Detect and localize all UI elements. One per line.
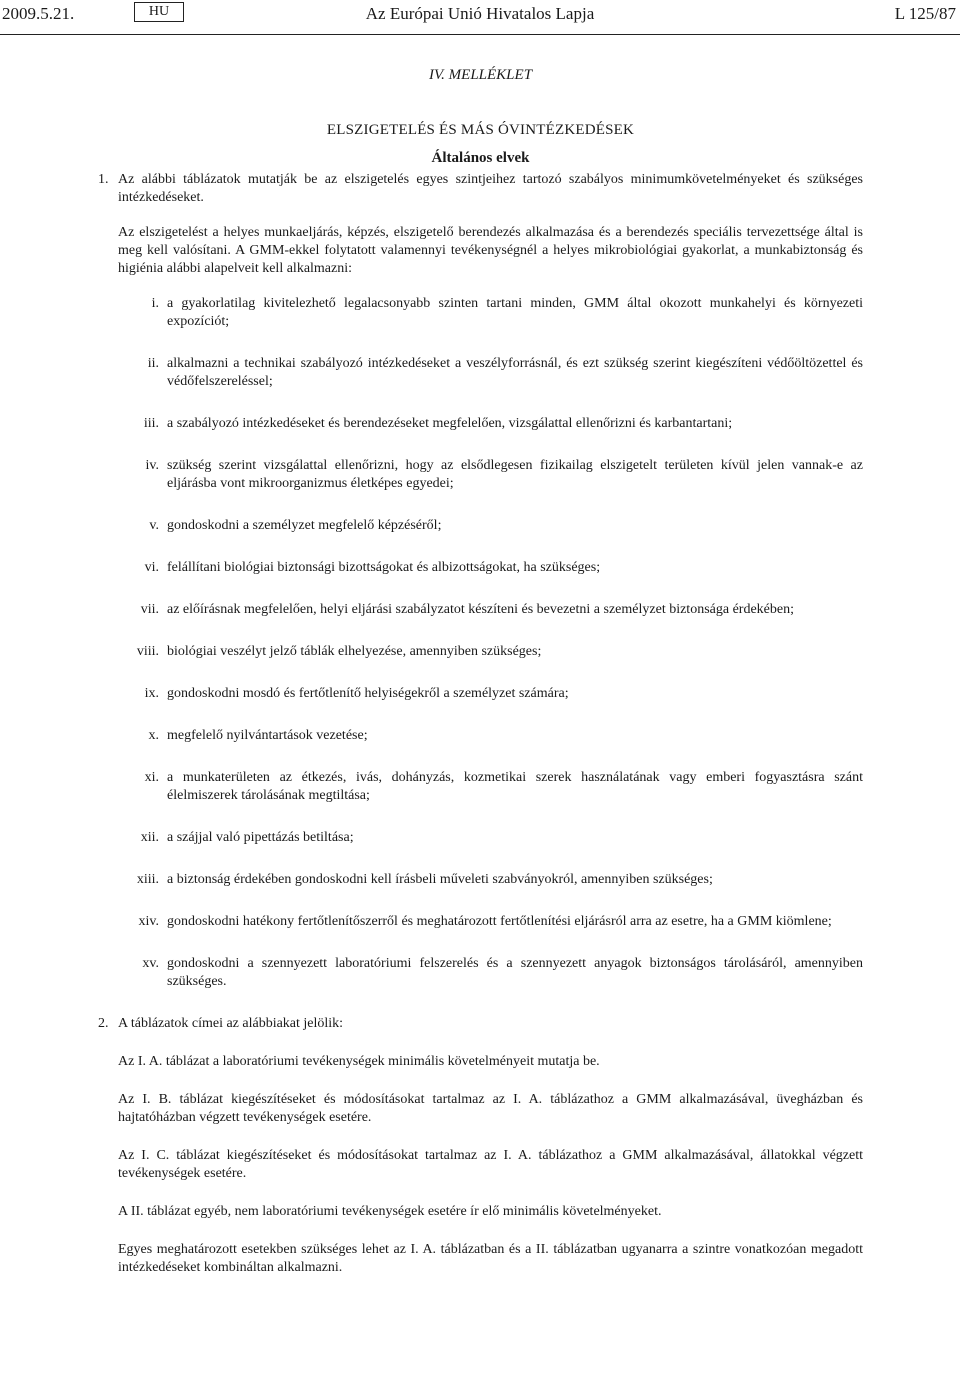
list-item-text: gondoskodni a szennyezett laboratóriumi felszerelés és a szennyezett anyagok biztonságos tárolásáról, amennyiben szükséges.	[167, 956, 863, 989]
list-item	[118, 871, 863, 889]
language-badge: HU	[134, 2, 184, 22]
point-number: 1.	[98, 172, 109, 187]
list-item-number: viii.	[136, 644, 159, 659]
list-item-text: a szabályozó intézkedéseket és berendezéseket megfelelően, vizsgálattal ellenőrizni és karbantartani;	[167, 416, 733, 431]
list-item	[118, 643, 863, 661]
list-item-text: alkalmazni a technikai szabályozó intézkedéseket a veszélyforrásnál, és ezt szükség szerint kiegészíteni védőöltözettel és védőfelszereléssel;	[167, 356, 863, 389]
list-item-text: biológiai veszélyt jelző táblák elhelyezése, amennyiben szükséges;	[167, 644, 542, 659]
paragraph: Az elszigetelést a helyes munkaeljárás, képzés, elszigetelő berendezés alkalmazása és a berendezés speciális tervezettsége által is meg kell valósítani. A GMM-ekkel folytatott valamennyi tevékenységnél a helyes mikrobiológiai gyakorlat, a munkabiztonság és higiénia alábbi alapelveit kell alkalmazni:	[118, 225, 863, 276]
paragraph: A táblázatok címei az alábbiakat jelölik:	[118, 1016, 344, 1031]
paragraph: Az I. B. táblázat kiegészítéseket és módosításokat tartalmaz az I. A. táblázathoz a GMM alkalmazásával, üvegházban és hajtatóházban végzett tevékenységek esetére.	[118, 1092, 863, 1125]
list-item-text: szükség szerint vizsgálattal ellenőrizni, hogy az elsődlegesen fizikailag elszigetelt területen kívül jelen vannak-e az eljárásba vont mikroorganizmus életképes egyedei;	[167, 458, 863, 491]
paragraph: Az alábbi táblázatok mutatják be az elszigetelés egyes szintjeihez tartozó szabályos minimumkövetelményeket és szükséges intézkedéseket.	[118, 172, 863, 205]
point-number: 2.	[98, 1016, 109, 1031]
list-item-number: xv.	[142, 956, 159, 971]
list-item-number: vii.	[140, 602, 159, 617]
list-item	[118, 457, 863, 493]
list-item-number: xii.	[140, 830, 159, 845]
list-item-text: megfelelő nyilvántartások vezetése;	[167, 728, 368, 743]
page-header	[0, 0, 960, 35]
list-item	[118, 517, 863, 535]
principles-list	[118, 295, 863, 991]
list-item	[118, 829, 863, 847]
list-item-number: i.	[151, 296, 159, 311]
list-item-text: gondoskodni hatékony fertőtlenítőszerről és meghatározott fertőtlenítési eljárásról arra az esetre, ha a GMM kiömlene;	[167, 914, 832, 929]
document-body	[98, 66, 863, 1297]
list-item	[118, 769, 863, 805]
list-item-number: iv.	[145, 458, 159, 473]
list-item-number: xiv.	[138, 914, 159, 929]
list-item-number: v.	[149, 518, 159, 533]
document-title: ELSZIGETELÉS ÉS MÁS ÓVINTÉZKEDÉSEK	[326, 122, 635, 138]
list-item	[118, 559, 863, 577]
list-item-text: az előírásnak megfelelően, helyi eljárási szabályzatot készíteni és bevezetni a személyzet biztonsága érdekében;	[167, 602, 794, 617]
table-descriptions	[118, 1053, 863, 1277]
annex-heading: IV. MELLÉKLET	[428, 67, 533, 83]
list-item-number: ii.	[147, 356, 159, 371]
list-item-text: a szájjal való pipettázás betiltása;	[167, 830, 354, 845]
point-1	[98, 171, 863, 991]
list-item	[118, 685, 863, 703]
list-item	[118, 955, 863, 991]
paragraph: Az I. C. táblázat kiegészítéseket és módosításokat tartalmaz az I. A. táblázathoz a GMM alkalmazásával, állatokkal végzett tevékenységek esetére.	[118, 1148, 863, 1181]
section-subtitle: Általános elvek	[431, 150, 530, 166]
list-item-number: xiii.	[136, 872, 159, 887]
paragraph: A II. táblázat egyéb, nem laboratóriumi tevékenységek esetére ír elő minimális követelményeket.	[118, 1204, 662, 1219]
list-item-text: a munkaterületen az étkezés, ivás, dohányzás, kozmetikai szerek használatának vagy emberi fogyasztásra szánt élelmiszerek tárolásának megtiltása;	[167, 770, 863, 803]
list-item-number: iii.	[143, 416, 159, 431]
list-item	[118, 727, 863, 745]
list-item-text: a gyakorlatilag kivitelezhető legalacsonyabb szinten tartani minden, GMM által okozott munkahelyi és környezeti expozíciót;	[167, 296, 863, 329]
list-item-number: x.	[148, 728, 159, 743]
list-item	[118, 601, 863, 619]
publication-date: 2009.5.21.	[2, 4, 75, 23]
journal-title: Az Európai Unió Hivatalos Lapja	[365, 4, 595, 23]
list-item	[118, 415, 863, 433]
list-item	[118, 913, 863, 931]
list-item	[118, 295, 863, 331]
list-item-text: a biztonság érdekében gondoskodni kell írásbeli műveleti szabványokról, amennyiben szükséges;	[167, 872, 713, 887]
paragraph: Az I. A. táblázat a laboratóriumi tevékenységek minimális követelményeit mutatja be.	[118, 1054, 600, 1069]
list-item	[118, 355, 863, 391]
page-number: L 125/87	[894, 4, 956, 23]
list-item-text: gondoskodni a személyzet megfelelő képzéséről;	[167, 518, 442, 533]
paragraph: Egyes meghatározott esetekben szükséges lehet az I. A. táblázatban és a II. táblázatban ugyanarra a szintre vonatkozóan megadott intézkedéseket kombináltan alkalmazni.	[118, 1242, 863, 1275]
list-item-number: ix.	[144, 686, 159, 701]
list-item-text: gondoskodni mosdó és fertőtlenítő helyiségekről a személyzet számára;	[167, 686, 569, 701]
list-item-number: xi.	[144, 770, 159, 785]
point-2	[98, 1015, 863, 1277]
list-item-number: vi.	[144, 560, 159, 575]
list-item-text: felállítani biológiai biztonsági bizottságokat és albizottságokat, ha szükséges;	[167, 560, 601, 575]
